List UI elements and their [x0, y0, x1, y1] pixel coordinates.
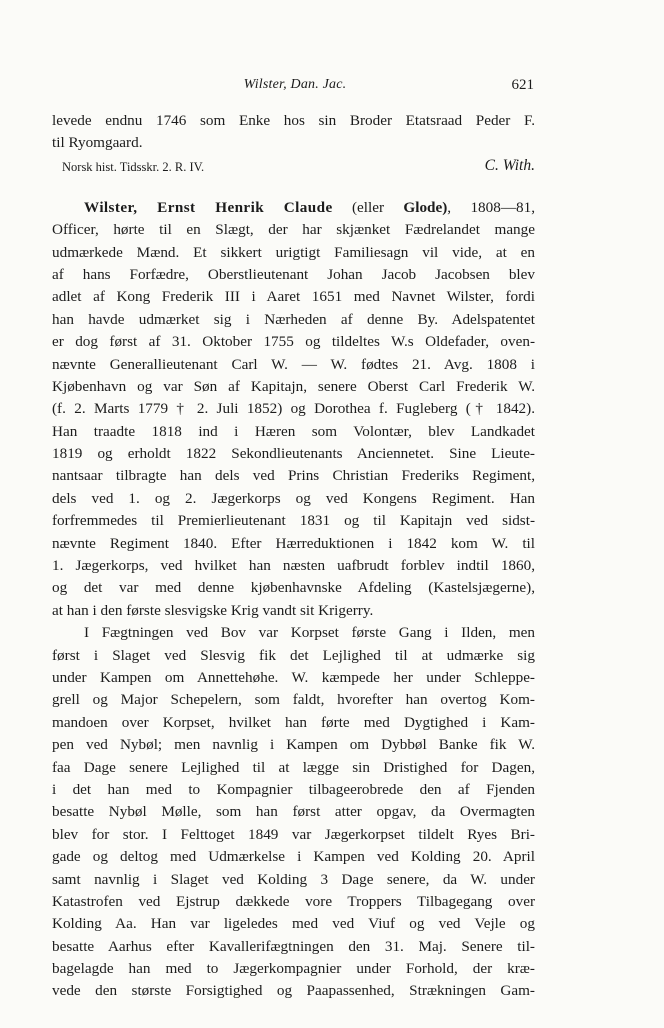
paragraph-1 — [52, 219, 535, 622]
text-line: nantsaar tilbragte han dels ved Prins Christian Frederiks Regiment, — [52, 467, 535, 485]
running-title: Wilster, Dan. Jac. — [243, 77, 347, 92]
text-line: udmærkede Mænd. Et sikkert urigtigt Familiesagn vil vide, at en — [52, 243, 535, 261]
text-line: adlet af Kong Frederik III i Aaret 1651 med Navnet Wilster, fordi — [52, 288, 535, 306]
text-line: Kjøbenhavn og var Søn af Kapitajn, senere Oberst Carl Frederik W. — [52, 377, 535, 395]
text-line: nævnte Generallieutenant Carl W. — W. fødtes 21. Avg. 1808 i — [52, 355, 535, 373]
text-line: Katastrofen ved Ejstrup dækkede vore Troppers Tilbagegang over — [52, 892, 535, 910]
paragraph-2 — [52, 622, 535, 1003]
text-line: til Ryomgaard. — [52, 134, 143, 152]
text-line: besatte Nybøl Mølle, som han først atter opgav, da Overmagten — [52, 803, 535, 821]
text-line: nævnte Regiment 1840. Efter Hærreduktionen i 1842 kom W. til — [52, 534, 535, 552]
text-line: forfremmedes til Premierlieutenant 1831 og til Kapitajn ved sidst- — [52, 512, 535, 530]
text-line: af hans Forfædre, Oberstlieutenant Johan Jacob Jacobsen blev — [52, 265, 535, 283]
entry-alt-name: Glode) — [403, 198, 448, 216]
text-line: I Fægtningen ved Bov var Korpset første Gang i Ilden, men — [84, 624, 535, 642]
entry-dates: , 1808—81, — [447, 198, 535, 216]
text-line: han havde udmærket sig i Nærheden af denne By. Adelspatentet — [52, 310, 535, 328]
entry-heading-line — [52, 197, 535, 219]
entry-name: Wilster, Ernst Henrik Claude — [84, 198, 333, 216]
text-line: er dog først af 31. Oktober 1755 og tildeltes W.s Oldefader, oven- — [52, 333, 535, 351]
text-line: først i Slaget ved Slesvig fik det Lejlighed til at udmærke sig — [52, 646, 535, 664]
text-line: (f. 2. Marts 1779 † 2. Juli 1852) og Dorothea f. Fugleberg († 1842). — [52, 400, 535, 418]
body-text — [52, 110, 535, 1003]
text-line: at han i den første slesvigske Krig vandt sit Krigerry. — [52, 601, 374, 619]
source-reference: Norsk hist. Tidsskr. 2. R. IV. — [62, 159, 205, 174]
text-line: Han traadte 1818 ind i Hæren som Volontær, blev Landkadet — [52, 422, 535, 440]
text-line: bagelagde han med to Jægerkompagnier under Forhold, der kræ- — [52, 960, 535, 978]
text-line: blev for stor. I Felttoget 1849 var Jægerkorpset tildelt Ryes Bri- — [52, 825, 535, 843]
text-line: 1. Jægerkorps, ved hvilket han næsten uafbrudt forblev indtil 1860, — [52, 557, 535, 575]
text-line: gade og deltog med Udmærkelse i Kampen ved Kolding 20. April — [52, 848, 535, 866]
text-line: besatte Aarhus efter Kavallerifægtningen den 31. Maj. Senere til- — [52, 937, 535, 955]
page-number: 621 — [511, 77, 534, 93]
text-line: mandoen over Korpset, hvilket han førte med Dygtighed i Kam- — [52, 713, 535, 731]
text-line: under Kampen om Annettehøhe. W. kæmpede her under Schleppe- — [52, 668, 535, 686]
text-line: og det var med denne kjøbenhavnske Afdeling (Kastelsjægerne), — [52, 579, 535, 597]
text-line: vede den største Forsigtighed og Paapassenhed, Strækningen Gam- — [52, 982, 535, 1000]
text-line: levede endnu 1746 som Enke hos sin Broder Etatsraad Peder F. — [52, 112, 535, 129]
text-line: i det han med to Kompagnier tilbageerobrede den af Fjenden — [52, 780, 535, 798]
source-row — [52, 157, 535, 177]
text-line: 1819 og erholdt 1822 Sekondlieutenants Anciennetet. Sine Lieute- — [52, 445, 535, 463]
text-line: Officer, hørte til en Slægt, der har skjænket Fædrelandet mange — [52, 221, 535, 239]
entry-separator — [52, 177, 535, 197]
author-signature: C. With. — [484, 156, 535, 174]
text-line: dels ved 1. og 2. Jægerkorps og ved Kongens Regiment. Han — [52, 489, 535, 507]
entry-name-paren: (eller — [332, 198, 404, 216]
text-line: faa Dage senere Lejlighed til at lægge sin Dristighed for Dagen, — [52, 758, 535, 776]
running-head — [0, 77, 664, 99]
text-line: pen ved Nybøl; men navnlig i Kampen om Dybbøl Banke fik W. — [52, 736, 535, 754]
text-line: Kolding Aa. Han var ligeledes med ved Viuf og ved Vejle og — [52, 915, 535, 933]
text-line: samt navnlig i Slaget ved Kolding 3 Dage senere, da W. under — [52, 870, 535, 888]
text-line: grell og Major Schepelern, som faldt, hvorefter han overtog Kom- — [52, 691, 535, 709]
